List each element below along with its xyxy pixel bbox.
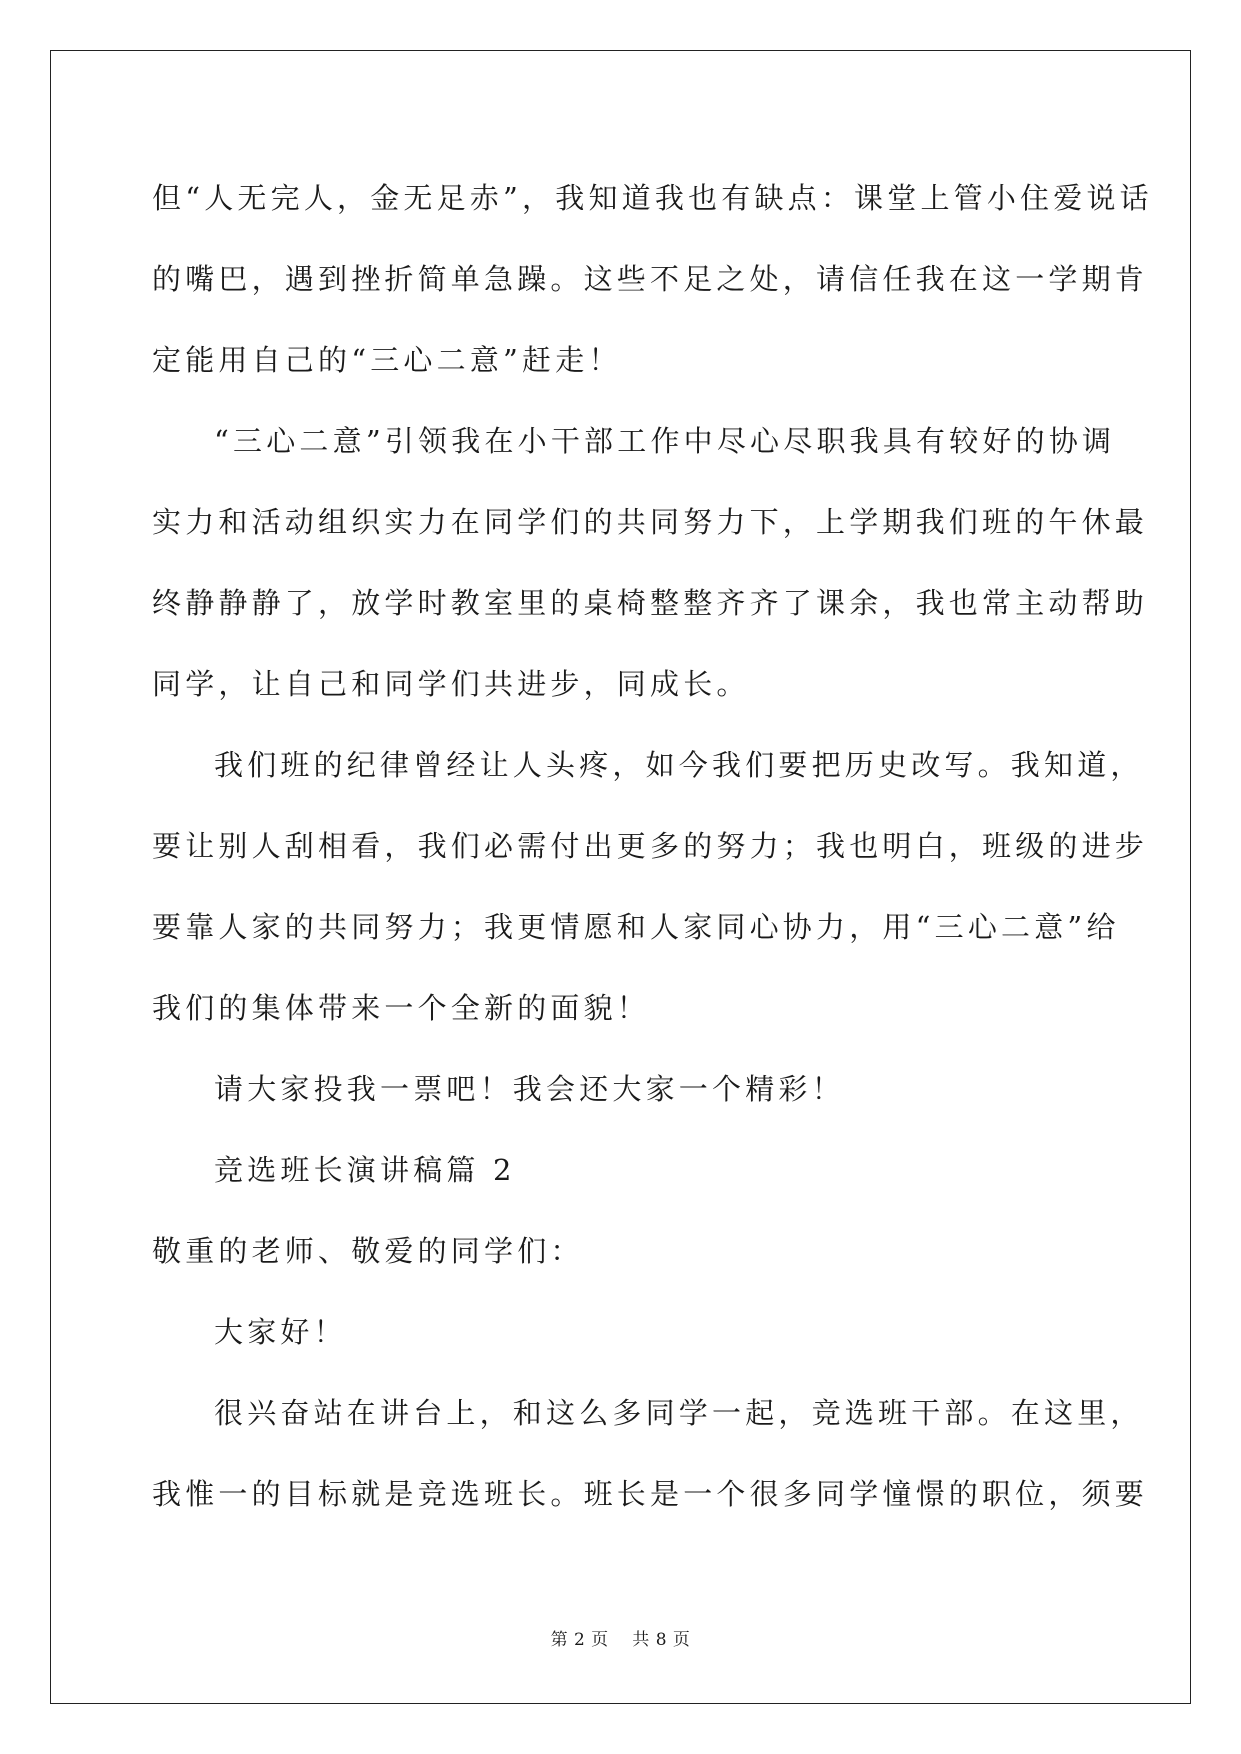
text-line: 要让别人刮相看，我们必需付出更多的努力；我也明白，班级的进步: [152, 829, 1149, 863]
page-number-footer: 第 2 页 共 8 页: [550, 1630, 691, 1650]
text-line: 的嘴巴，遇到挫折简单急躁。这些不足之处，请信任我在这一学期肯: [152, 262, 1149, 296]
text-line: 终静静静了，放学时教室里的桌椅整整齐齐了课余，我也常主动帮助: [152, 586, 1149, 620]
section-heading: 竞选班长演讲稿篇 2: [214, 1153, 516, 1187]
greeting-line: 大家好！: [214, 1315, 347, 1349]
salutation-line: 敬重的老师、敬爱的同学们：: [152, 1234, 584, 1268]
text-line: 定能用自己的“三心二意”赶走！: [152, 343, 622, 377]
text-line: 我们的集体带来一个全新的面貌！: [152, 991, 651, 1025]
text-line: 我惟一的目标就是竞选班长。班长是一个很多同学憧憬的职位，须要: [152, 1477, 1149, 1511]
text-line: 但“人无完人，金无足赤”，我知道我也有缺点：课堂上管小住爱说话: [152, 181, 1153, 215]
paragraph-start-line: 我们班的纪律曾经让人头疼，如今我们要把历史改写。我知道，: [214, 748, 1144, 782]
text-line: 要靠人家的共同努力；我更情愿和人家同心协力，用“三心二意”给: [152, 910, 1120, 944]
paragraph-start-line: 请大家投我一票吧！我会还大家一个精彩！: [214, 1072, 845, 1106]
document-body: [152, 158, 1153, 1535]
paragraph-start-line: “三心二意”引领我在小干部工作中尽心尽职我具有较好的协调: [214, 424, 1116, 458]
paragraph-start-line: 很兴奋站在讲台上，和这么多同学一起，竞选班干部。在这里，: [214, 1396, 1144, 1430]
text-line: 同学，让自己和同学们共进步，同成长。: [152, 667, 750, 701]
text-line: 实力和活动组织实力在同学们的共同努力下，上学期我们班的午休最: [152, 505, 1149, 539]
